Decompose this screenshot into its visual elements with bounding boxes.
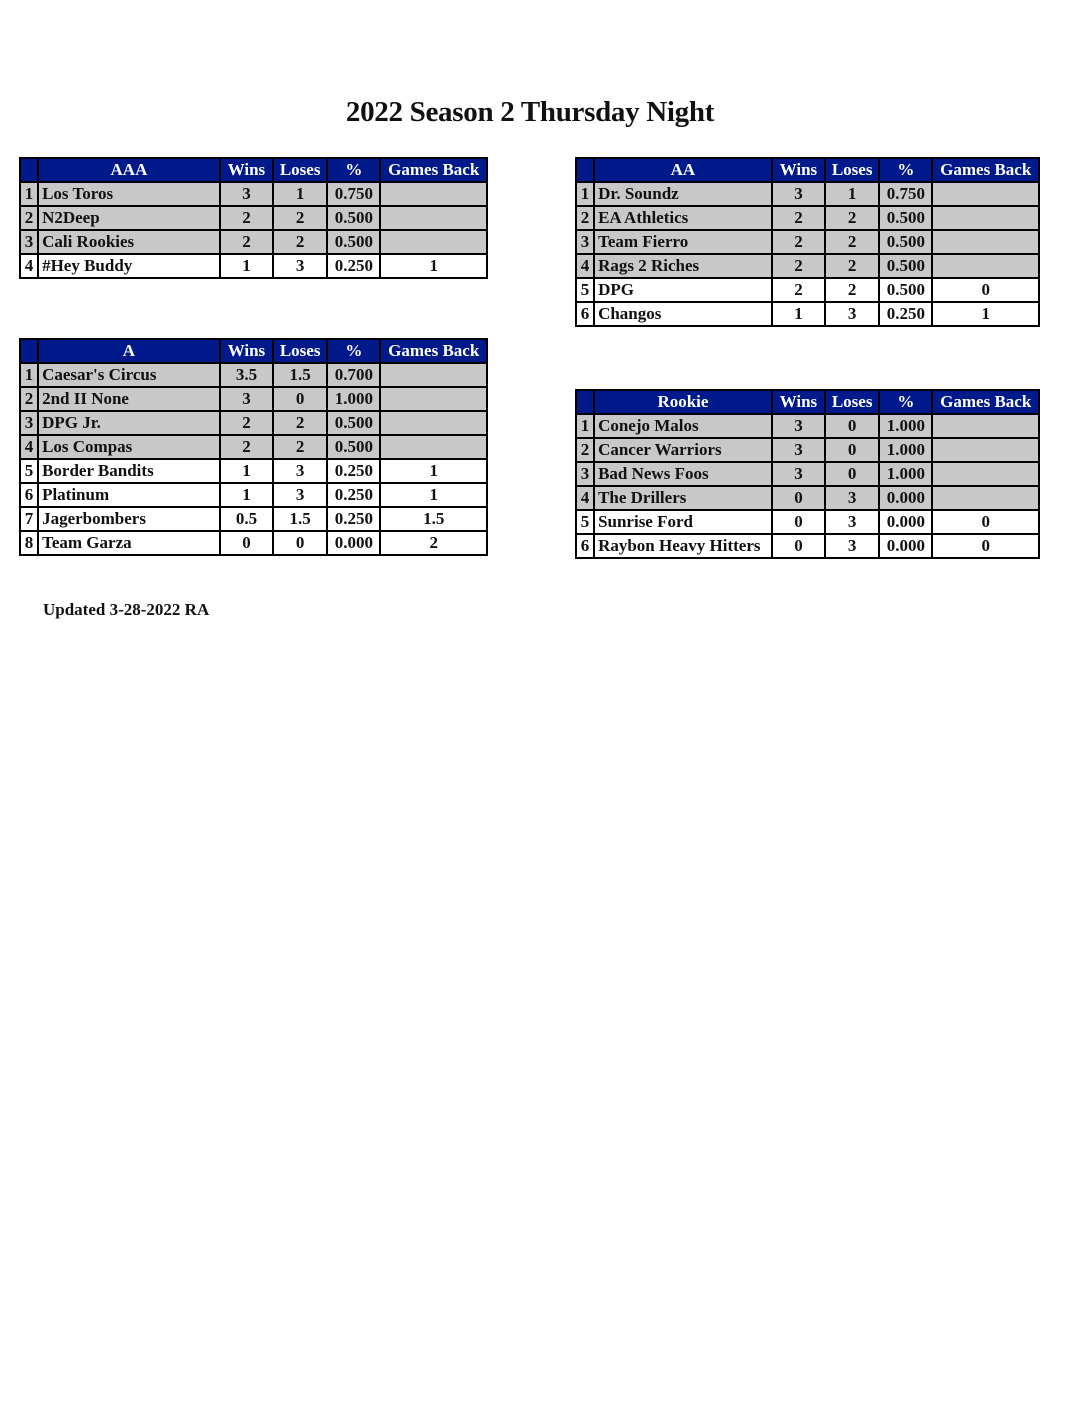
pct-cell: 0.250 [327, 254, 380, 278]
wins-cell: 2 [772, 254, 825, 278]
table-row [576, 438, 1039, 462]
pct-cell: 0.250 [879, 302, 932, 326]
wins-cell: 3 [772, 182, 825, 206]
games-back-cell [932, 254, 1039, 278]
rank-cell: 5 [576, 278, 594, 302]
rank-cell: 1 [576, 414, 594, 438]
games-back-header: Games Back [932, 390, 1039, 414]
table-row [576, 462, 1039, 486]
loses-cell: 1.5 [273, 507, 327, 531]
loses-cell: 1 [825, 182, 879, 206]
team-cell: Los Toros [38, 182, 220, 206]
rank-cell: 2 [20, 387, 38, 411]
loses-cell: 3 [825, 534, 879, 558]
games-back-cell [380, 411, 487, 435]
team-cell: Platinum [38, 483, 220, 507]
wins-cell: 3 [772, 414, 825, 438]
page-title: 2022 Season 2 Thursday Night [345, 96, 715, 128]
table-row [20, 531, 487, 555]
wins-cell: 1 [220, 254, 273, 278]
loses-cell: 2 [825, 254, 879, 278]
pct-cell: 1.000 [879, 414, 932, 438]
rank-cell: 7 [20, 507, 38, 531]
loses-cell: 2 [825, 230, 879, 254]
division-name: AAA [38, 158, 220, 182]
rank-cell: 1 [20, 182, 38, 206]
wins-header: Wins [772, 390, 825, 414]
pct-cell: 0.000 [327, 531, 380, 555]
rank-cell: 6 [576, 302, 594, 326]
wins-cell: 0 [772, 510, 825, 534]
games-back-cell [932, 230, 1039, 254]
rank-cell: 3 [576, 462, 594, 486]
games-back-cell: 1 [932, 302, 1039, 326]
team-cell: Caesar's Circus [38, 363, 220, 387]
games-back-header: Games Back [380, 339, 487, 363]
loses-cell: 0 [273, 387, 327, 411]
games-back-cell: 1 [380, 254, 487, 278]
team-cell: Team Fierro [594, 230, 772, 254]
loses-cell: 3 [825, 510, 879, 534]
loses-cell: 1.5 [273, 363, 327, 387]
table-row [20, 363, 487, 387]
pct-cell: 0.500 [879, 230, 932, 254]
table-header-row [576, 390, 1039, 414]
rank-cell: 2 [576, 438, 594, 462]
wins-cell: 3 [220, 182, 273, 206]
wins-cell: 3 [772, 438, 825, 462]
table-row [20, 483, 487, 507]
rank-cell: 5 [20, 459, 38, 483]
table-row [20, 459, 487, 483]
rank-header [576, 158, 594, 182]
team-cell: N2Deep [38, 206, 220, 230]
table-row [20, 507, 487, 531]
games-back-cell: 0 [932, 534, 1039, 558]
loses-cell: 2 [825, 206, 879, 230]
team-cell: Conejo Malos [594, 414, 772, 438]
wins-cell: 3 [772, 462, 825, 486]
standings-table-rookie [575, 389, 1040, 559]
loses-header: Loses [273, 339, 327, 363]
wins-cell: 0 [772, 534, 825, 558]
updated-note: Updated 3-28-2022 RA [43, 600, 210, 619]
loses-cell: 1 [273, 182, 327, 206]
pct-cell: 0.500 [879, 206, 932, 230]
games-back-cell [932, 462, 1039, 486]
wins-cell: 0.5 [220, 507, 273, 531]
table-row [576, 510, 1039, 534]
wins-cell: 2 [220, 206, 273, 230]
team-cell: The Drillers [594, 486, 772, 510]
team-cell: Jagerbombers [38, 507, 220, 531]
pct-cell: 1.000 [879, 462, 932, 486]
team-cell: Raybon Heavy Hitters [594, 534, 772, 558]
table-row [576, 302, 1039, 326]
pct-cell: 0.500 [327, 206, 380, 230]
table-header-row [20, 339, 487, 363]
rank-cell: 4 [20, 435, 38, 459]
table-row [20, 206, 487, 230]
loses-header: Loses [825, 158, 879, 182]
games-back-cell [932, 486, 1039, 510]
rank-cell: 3 [20, 230, 38, 254]
rank-cell: 3 [20, 411, 38, 435]
team-cell: Cancer Warriors [594, 438, 772, 462]
table-row [576, 534, 1039, 558]
rank-cell: 3 [576, 230, 594, 254]
rank-header [20, 339, 38, 363]
wins-cell: 0 [772, 486, 825, 510]
pct-cell: 0.000 [879, 510, 932, 534]
loses-cell: 2 [273, 206, 327, 230]
rank-cell: 4 [576, 254, 594, 278]
games-back-cell [380, 363, 487, 387]
wins-cell: 2 [772, 278, 825, 302]
standings-table-a [19, 338, 488, 556]
games-back-header: Games Back [380, 158, 487, 182]
standings-table-aa [575, 157, 1040, 327]
pct-cell: 0.500 [879, 254, 932, 278]
loses-cell: 0 [273, 531, 327, 555]
rank-cell: 4 [576, 486, 594, 510]
team-cell: Cali Rookies [38, 230, 220, 254]
wins-cell: 1 [220, 483, 273, 507]
games-back-cell: 1 [380, 483, 487, 507]
table-row [20, 435, 487, 459]
pct-cell: 0.700 [327, 363, 380, 387]
games-back-cell: 1.5 [380, 507, 487, 531]
loses-cell: 3 [273, 254, 327, 278]
team-cell: EA Athletics [594, 206, 772, 230]
pct-cell: 0.250 [327, 507, 380, 531]
pct-cell: 0.500 [879, 278, 932, 302]
table-row [20, 230, 487, 254]
standings-table-aaa [19, 157, 488, 279]
table-row [20, 254, 487, 278]
games-back-cell [380, 435, 487, 459]
rank-cell: 1 [576, 182, 594, 206]
games-back-cell [380, 230, 487, 254]
loses-cell: 2 [273, 411, 327, 435]
rank-cell: 2 [576, 206, 594, 230]
rank-header [576, 390, 594, 414]
games-back-cell [932, 182, 1039, 206]
team-cell: DPG [594, 278, 772, 302]
wins-cell: 3 [220, 387, 273, 411]
pct-cell: 1.000 [327, 387, 380, 411]
games-back-cell [932, 438, 1039, 462]
team-cell: Team Garza [38, 531, 220, 555]
table-row [576, 486, 1039, 510]
team-cell: Dr. Soundz [594, 182, 772, 206]
rank-cell: 4 [20, 254, 38, 278]
games-back-cell [932, 206, 1039, 230]
pct-cell: 0.250 [327, 483, 380, 507]
games-back-cell [380, 387, 487, 411]
table-header-row [576, 158, 1039, 182]
loses-cell: 2 [273, 435, 327, 459]
rank-cell: 1 [20, 363, 38, 387]
games-back-cell: 1 [380, 459, 487, 483]
team-cell: Changos [594, 302, 772, 326]
rank-cell: 5 [576, 510, 594, 534]
loses-cell: 0 [825, 414, 879, 438]
team-cell: DPG Jr. [38, 411, 220, 435]
loses-cell: 3 [825, 486, 879, 510]
games-back-cell: 0 [932, 510, 1039, 534]
table-header-row [20, 158, 487, 182]
rank-header [20, 158, 38, 182]
games-back-header: Games Back [932, 158, 1039, 182]
rank-cell: 2 [20, 206, 38, 230]
team-cell: Rags 2 Riches [594, 254, 772, 278]
rank-cell: 6 [20, 483, 38, 507]
games-back-cell: 0 [932, 278, 1039, 302]
loses-cell: 0 [825, 438, 879, 462]
wins-cell: 2 [220, 435, 273, 459]
wins-cell: 1 [220, 459, 273, 483]
division-name: Rookie [594, 390, 772, 414]
team-cell: Bad News Foos [594, 462, 772, 486]
wins-cell: 0 [220, 531, 273, 555]
wins-cell: 2 [772, 206, 825, 230]
loses-header: Loses [273, 158, 327, 182]
pct-cell: 0.250 [327, 459, 380, 483]
games-back-cell: 2 [380, 531, 487, 555]
table-row [20, 411, 487, 435]
wins-header: Wins [220, 339, 273, 363]
rank-cell: 8 [20, 531, 38, 555]
pct-cell: 0.500 [327, 411, 380, 435]
games-back-cell [380, 182, 487, 206]
table-row [576, 206, 1039, 230]
team-cell: 2nd II None [38, 387, 220, 411]
pct-header: % [327, 339, 380, 363]
wins-cell: 2 [220, 411, 273, 435]
wins-cell: 3.5 [220, 363, 273, 387]
wins-cell: 2 [772, 230, 825, 254]
loses-cell: 3 [825, 302, 879, 326]
loses-cell: 3 [273, 459, 327, 483]
pct-cell: 0.000 [879, 534, 932, 558]
pct-cell: 0.000 [879, 486, 932, 510]
pct-cell: 1.000 [879, 438, 932, 462]
pct-header: % [879, 390, 932, 414]
pct-cell: 0.500 [327, 435, 380, 459]
rank-cell: 6 [576, 534, 594, 558]
wins-cell: 2 [220, 230, 273, 254]
loses-cell: 2 [273, 230, 327, 254]
table-row [576, 414, 1039, 438]
team-cell: Sunrise Ford [594, 510, 772, 534]
team-cell: Los Compas [38, 435, 220, 459]
table-row [576, 182, 1039, 206]
table-row [20, 182, 487, 206]
games-back-cell [932, 414, 1039, 438]
table-row [20, 387, 487, 411]
wins-header: Wins [772, 158, 825, 182]
loses-cell: 3 [273, 483, 327, 507]
pct-header: % [327, 158, 380, 182]
pct-cell: 0.500 [327, 230, 380, 254]
loses-cell: 2 [825, 278, 879, 302]
loses-header: Loses [825, 390, 879, 414]
games-back-cell [380, 206, 487, 230]
team-cell: Border Bandits [38, 459, 220, 483]
pct-cell: 0.750 [879, 182, 932, 206]
loses-cell: 0 [825, 462, 879, 486]
pct-header: % [879, 158, 932, 182]
wins-cell: 1 [772, 302, 825, 326]
table-row [576, 254, 1039, 278]
wins-header: Wins [220, 158, 273, 182]
table-row [576, 278, 1039, 302]
division-name: AA [594, 158, 772, 182]
table-row [576, 230, 1039, 254]
pct-cell: 0.750 [327, 182, 380, 206]
division-name: A [38, 339, 220, 363]
team-cell: #Hey Buddy [38, 254, 220, 278]
